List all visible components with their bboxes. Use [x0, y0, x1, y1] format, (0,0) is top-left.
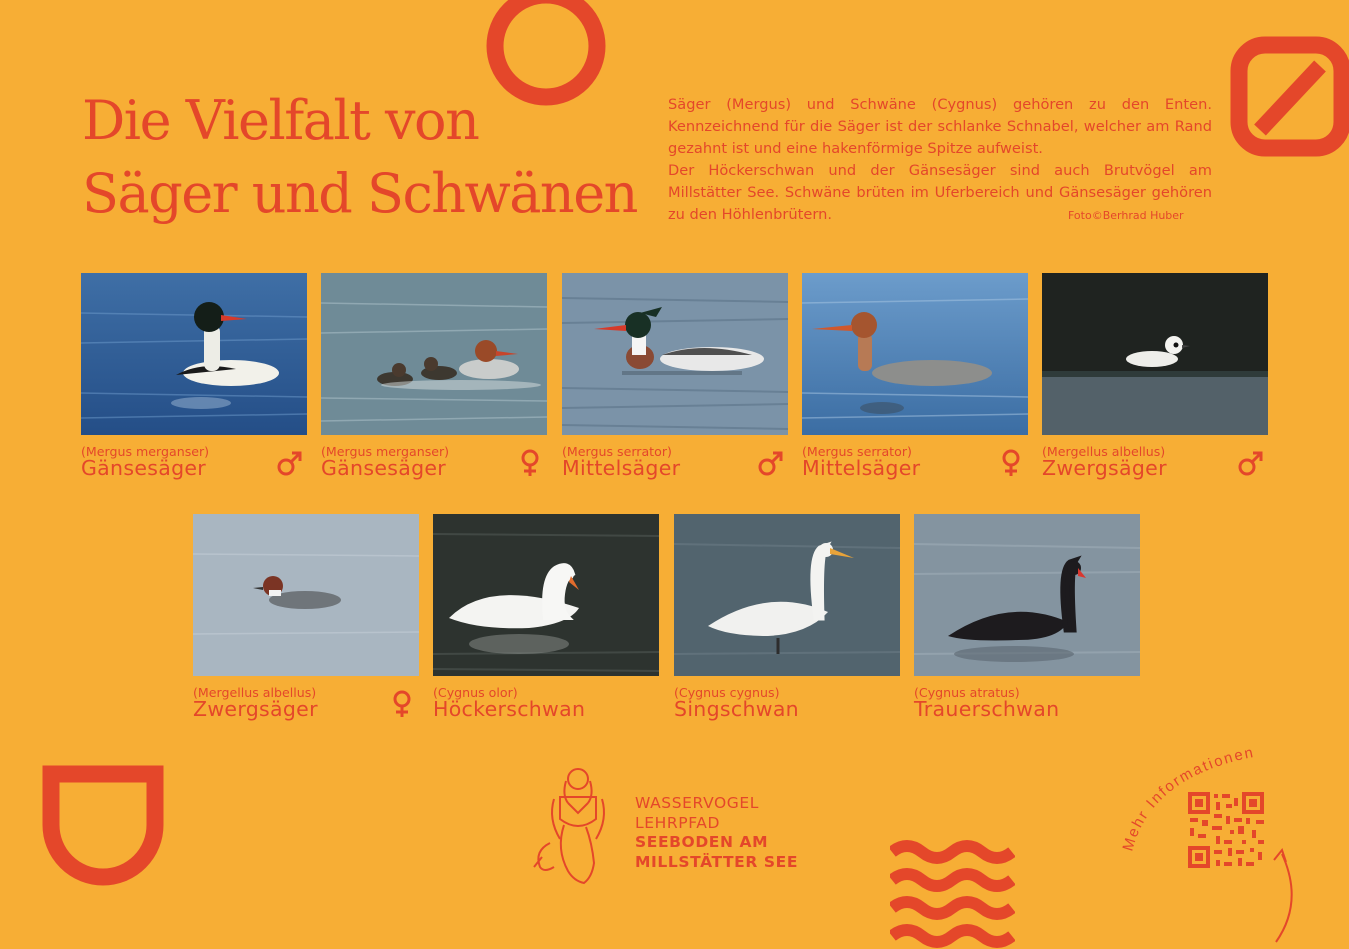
bird-photo: [433, 514, 659, 676]
bird-card-goosander-male: [81, 273, 307, 483]
common-name: Gänsesäger: [81, 456, 207, 480]
photo-credit: Foto©Berhrad Huber: [1068, 209, 1184, 222]
more-info-text: Mehr Informationen: [1119, 743, 1257, 854]
title-line-2: Säger und Schwänen: [82, 162, 637, 225]
bird-card-smew-female: [193, 514, 419, 724]
common-name: Mittelsäger: [562, 456, 681, 480]
merganser-male-photo-icon: [562, 273, 788, 435]
scientific-name: (Cygnus cygnus): [674, 685, 780, 700]
female-symbol-icon: [389, 690, 415, 718]
bird-photo: [321, 273, 547, 435]
intro-paragraph-1: Säger (Mergus) und Schwäne (Cygnus) gehören zu den Enten. Kennzeichnend für die Säger ist der schlanke Schnabel, welcher am Rand gezahnt ist und eine hakenförmige Spitze aufweist.: [668, 96, 1212, 157]
common-name: Trauerschwan: [914, 697, 1060, 721]
male-symbol-icon: [277, 449, 303, 477]
scientific-name: (Mergus merganser): [81, 444, 210, 459]
mermaid-logo-icon: [530, 763, 622, 889]
scientific-name: (Mergus serrator): [562, 444, 672, 459]
bird-card-merganser-female: [802, 273, 1028, 483]
shield-shape-icon: [42, 765, 166, 889]
scientific-name: (Cygnus olor): [433, 685, 518, 700]
logo-line-1: WASSERVOGEL: [635, 794, 760, 812]
trail-logo-text: [635, 794, 798, 872]
scientific-name: (Mergus merganser): [321, 444, 450, 459]
goosander-female-photo-icon: [321, 273, 547, 435]
bird-photo: [193, 514, 419, 676]
common-name: Höckerschwan: [433, 697, 586, 721]
scientific-name: (Mergellus albellus): [193, 685, 317, 700]
bird-photo: [562, 273, 788, 435]
common-name: Zwergsäger: [193, 697, 318, 721]
common-name: Singschwan: [674, 697, 799, 721]
scientific-name: (Mergus serrator): [802, 444, 912, 459]
bird-card-whooper-swan: [674, 514, 900, 724]
common-name: Zwergsäger: [1042, 456, 1167, 480]
intro-paragraph-2: Der Höckerschwan und der Gänsesäger sind auch Brutvögel am Millstätter See. Schwäne brüten im Uferbereich und Gänsesäger gehören zu den Höhlenbrütern.: [668, 162, 1212, 223]
intro-text: [668, 94, 1212, 226]
bird-photo: [802, 273, 1028, 435]
logo-line-4: MILLSTÄTTER SEE: [635, 852, 799, 871]
merganser-female-photo-icon: [802, 273, 1028, 435]
whooper-swan-photo-icon: [674, 514, 900, 676]
qr-code-icon[interactable]: [1186, 790, 1266, 870]
title-line-1: Die Vielfalt von: [82, 89, 479, 152]
female-symbol-icon: [517, 449, 543, 477]
waves-icon: [890, 838, 1015, 949]
bird-photo: [81, 273, 307, 435]
bird-card-goosander-female: [321, 273, 547, 483]
bird-card-black-swan: [914, 514, 1140, 724]
goosander-male-photo-icon: [81, 273, 307, 435]
female-symbol-icon: [998, 449, 1024, 477]
logo-line-2: LEHRPFAD: [635, 813, 721, 832]
male-symbol-icon: [758, 449, 784, 477]
bird-photo: [674, 514, 900, 676]
bird-card-merganser-male: [562, 273, 788, 483]
common-name: Mittelsäger: [802, 456, 921, 480]
logo-line-3: SEEBODEN AM: [635, 833, 769, 851]
smew-male-photo-icon: [1042, 273, 1268, 435]
bird-photo: [1042, 273, 1268, 435]
bird-photo: [914, 514, 1140, 676]
bird-card-smew-male: [1042, 273, 1268, 483]
black-swan-photo-icon: [914, 514, 1140, 676]
smew-female-photo-icon: [193, 514, 419, 676]
male-symbol-icon: [1238, 449, 1264, 477]
bird-card-mute-swan: [433, 514, 659, 724]
curved-arrow-icon: [1262, 842, 1302, 949]
scientific-name: (Mergellus albellus): [1042, 444, 1166, 459]
scientific-name: (Cygnus atratus): [914, 685, 1020, 700]
slash-square-icon: [1230, 36, 1349, 158]
common-name: Gänsesäger: [321, 456, 447, 480]
mute-swan-photo-icon: [433, 514, 659, 676]
page-title: [82, 84, 637, 230]
